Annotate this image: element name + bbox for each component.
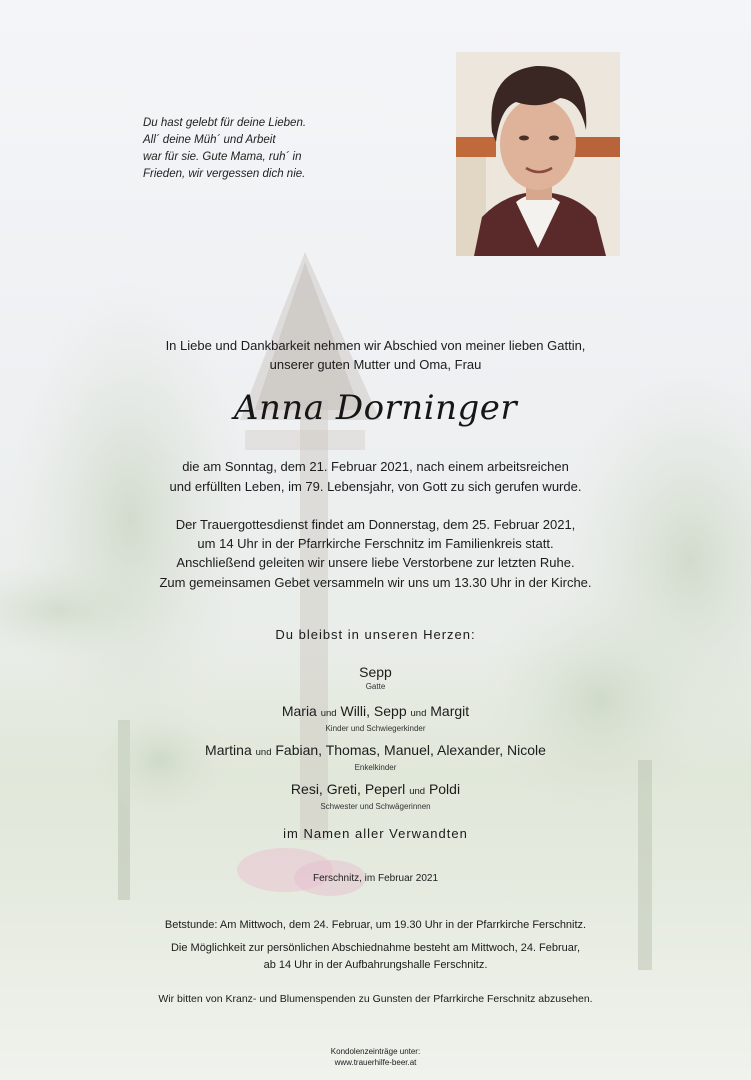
- memorial-poem: [143, 115, 343, 183]
- death-notice-line: und erfüllten Leben, im 79. Lebensjahr, von Gott zu sich gerufen wurde.: [169, 479, 582, 494]
- conjunction: und: [409, 786, 426, 797]
- deceased-name: Anna Dorninger: [233, 388, 518, 428]
- family-member: Margit: [430, 703, 470, 719]
- death-notice: [0, 457, 751, 497]
- family-group-children: [0, 702, 751, 734]
- additional-notes: [0, 917, 751, 974]
- intro-line: unserer guten Mutter und Oma, Frau: [269, 357, 482, 372]
- in-name-of-relatives: im Namen aller Verwandten: [283, 826, 468, 841]
- family-member: Maria: [281, 703, 317, 719]
- family-names: [0, 780, 751, 801]
- funeral-line: Anschließend geleiten wir unsere liebe Verstorbene zur letzten Ruhe.: [176, 555, 575, 570]
- donation-note: Wir bitten von Kranz- und Blumenspenden zu Gunsten der Pfarrkirche Ferschnitz abzusehen.: [158, 993, 593, 1005]
- remain-heading: Du bleibst in unseren Herzen:: [275, 627, 476, 642]
- family-names: [0, 741, 751, 762]
- portrait-image: [456, 52, 620, 256]
- conjunction: und: [410, 708, 427, 719]
- family-group-spouse: [0, 663, 751, 692]
- condolence-info: [0, 1046, 751, 1068]
- family-member: Poldi: [428, 781, 461, 797]
- conjunction: und: [320, 708, 337, 719]
- betstunde-note: Betstunde: Am Mittwoch, dem 24. Februar, um 19.30 Uhr in der Pfarrkirche Ferschnitz.: [164, 919, 587, 931]
- poem-line: All´ deine Müh´ und Arbeit: [143, 134, 276, 146]
- family-group-grandchildren: [0, 741, 751, 773]
- family-names: [0, 702, 751, 723]
- family-member: Willi, Sepp: [340, 703, 407, 719]
- funeral-line: Der Trauergottesdienst findet am Donnerstag, dem 25. Februar 2021,: [175, 517, 576, 532]
- poem-line: war für sie. Gute Mama, ruh´ in: [143, 151, 302, 163]
- family-member: Fabian, Thomas, Manuel, Alexander, Nicole: [275, 742, 546, 758]
- funeral-line: um 14 Uhr in der Pfarrkirche Ferschnitz im Familienkreis statt.: [197, 536, 554, 551]
- intro-text: [0, 336, 751, 374]
- place-date: Ferschnitz, im Februar 2021: [312, 873, 439, 884]
- condolence-label: Kondolenzeinträge unter:: [330, 1047, 421, 1056]
- funeral-details: [0, 515, 751, 572]
- condolence-link[interactable]: www.trauerhilfe-beer.at: [334, 1058, 417, 1067]
- family-role: Schwester und Schwägerinnen: [320, 802, 431, 811]
- prayer-notice: Zum gemeinsamen Gebet versammeln wir uns um 13.30 Uhr in der Kirche.: [159, 575, 592, 590]
- intro-line: In Liebe und Dankbarkeit nehmen wir Abschied von meiner lieben Gattin,: [165, 338, 586, 353]
- conjunction: und: [255, 747, 272, 758]
- death-notice-line: die am Sonntag, dem 21. Februar 2021, nach einem arbeitsreichen: [182, 459, 569, 474]
- family-names: Sepp: [359, 664, 392, 680]
- family-group-siblings: [0, 780, 751, 812]
- farewell-note: Die Möglichkeit zur persönlichen Abschiednahme besteht am Mittwoch, 24. Februar,: [170, 942, 581, 954]
- family-member: Martina: [205, 742, 252, 758]
- family-member: Resi, Greti, Peperl: [290, 781, 406, 797]
- portrait-photo: [456, 52, 620, 256]
- poem-line: Du hast gelebt für deine Lieben.: [143, 117, 307, 129]
- family-role: Enkelkinder: [354, 763, 397, 772]
- poem-line: Frieden, wir vergessen dich nie.: [143, 168, 306, 180]
- family-role: Gatte: [365, 682, 386, 691]
- farewell-note: ab 14 Uhr in der Aufbahrungshalle Ferschnitz.: [263, 959, 488, 971]
- family-role: Kinder und Schwiegerkinder: [325, 724, 426, 733]
